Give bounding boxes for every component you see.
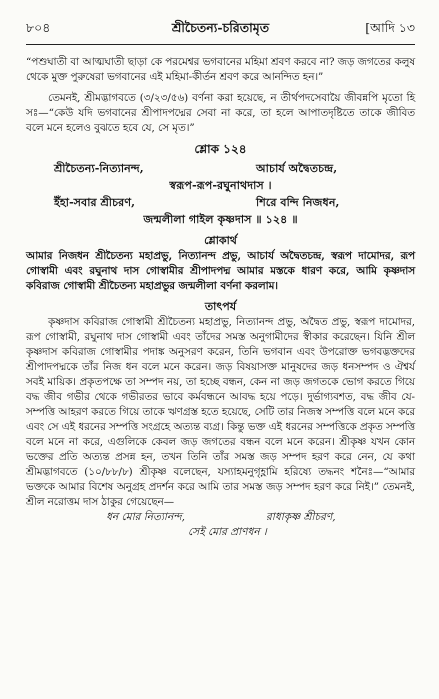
purport-text: কৃষ্ণদাস কবিরাজ গোস্বামী শ্রীচৈতন্য মহাপ্রভু, নিত্যানন্দ প্রভু, অদ্বৈত প্রভু, স্বরূপ দামোদর, রূপ গোস্বামী, রঘুনাথ দাস গোস্বামী এবং তাঁদের সমস্ত অনুগামীদের স্বীকার করেছেন। যিনি শ্রীল কৃষ্ণদাস কবিরাজ গোস্বামীর পদাঙ্ক অনুসরণ করেন, তিনি ভগবান এবং উপরোক্ত ভগবদ্ভক্তদের শ্রীপাদপদ্মকে তাঁর নিজ ধন বলে মনে করেন। জড় বিষয়াসক্ত মানুষদের জড় ধনসম্পদ ও ঐশ্বর্য সবই মায়িক। প্রকৃতপক্ষে তা সম্পদ নয়, তা হচ্ছে বন্ধন, কেন না জড় জগতকে ভোগ করতে গিয়ে বদ্ধ জীব গভীর থেকে গভীরতর ভাবে কর্মবন্ধনে আবদ্ধ হয়ে পড়ে। দুর্ভাগ্যবশত, বদ্ধ জীব যে-সম্পত্তি আহরণ করতে গিয়ে তাকে ঋণগ্রস্ত হতে হয়েছে, সেটি তার নিজস্ব সম্পত্তি বলে মনে করে এবং সে এই ধরনের সম্পত্তি সংগ্রহে অত্যন্ত ব্যগ্র। কিন্তু ভক্ত এই ধরনের সম্পত্তিকে প্রকৃত সম্পত্তি বলে মনে না করে, এগুলিকে কেবল জড় জগতের বন্ধন বলে মনে করেন। শ্রীকৃষ্ণ যখন কোন ভক্তের প্রতি অত্যন্ত প্রসন্ন হন, তখন তিনি তাঁর সমস্ত জড় সম্পদ হরণ করে নেন, যে কথা শ্রীমদ্ভাগবতে (১০/৮৮/৮) শ্রীকৃষ্ণ বলেছেন, যস্যাহমনুগৃহ্ণামি হরিষ্যে তদ্ধনং শনৈঃ—“আমার ভক্তকে আমার বিশেষ অনুগ্রহ প্রদর্শন করে আমি তার সমস্ত জড় সম্পদ হরণ করে নিই।” তেমনই, শ্রীল নরোত্তম দাস ঠাকুর গেয়েছেন— [26, 316, 415, 508]
closing-line-1-left: ধন মোর নিত্যানন্দ, [106, 511, 186, 523]
translation-text: আমার নিজধন শ্রীচৈতন্য মহাপ্রভু, নিত্যানন্দ প্রভু, আচার্য অদ্বৈতচন্দ্র, স্বরূপ দামোদর, রূপ গোস্বামী এবং রঘুনাথ দাস গোস্বামীর শ্রীপাদপদ্ম আমার মস্তকে ধারণ করে, আমি কৃষ্ণদাস কবিরাজ গোস্বামী শ্রীচৈতন্য মহাপ্রভুর জন্মলীলা বর্ণনা করলাম। [26, 250, 415, 292]
intro-paragraph-2: তেমনই, শ্রীমদ্ভাগবতে (৩/২৩/৫৬) বর্ণনা করা হয়েছে, ন তীর্থপদসেবায়ৈ জীবন্নপি মৃতো হি সঃ—“কেউ যদি ভগবানের শ্রীপাদপদ্মের সেবা না করে, তা হলে আপাতদৃষ্টিতে তাকে জীবিত বলে মনে হলেও বুঝতে হবে যে, সে মৃত।” [26, 92, 415, 134]
verse-line-1-right: আচার্য অদ্বৈতচন্দ্র, [256, 161, 338, 175]
closing-song [26, 510, 415, 540]
verse-line-4: জন্মলীলা গাইল কৃষ্ণদাস ॥ ১২৪ ॥ [143, 212, 298, 226]
purport-heading: তাৎপর্য [204, 300, 237, 313]
verse-line-3-left: ইঁহা-সবার শ্রীচরণ, [54, 195, 135, 209]
closing-line-1-right: রাধাকৃষ্ণ শ্রীচরণ, [266, 511, 336, 523]
intro-paragraph-1: “পশুঘাতী বা আত্মঘাতী ছাড়া কে পরমেশ্বর ভগবানের মহিমা শ্রবণ করবে না? জড় জগতের কলুষ থেকে মুক্ত পুরুষেরা ভগবানের এই মহিমা-কীর্তন শ্রবণ করে আনন্দিত হন।” [26, 56, 415, 83]
verse-line-3-right: শিরে বন্দি নিজধন, [256, 195, 340, 209]
verse-heading: শ্লোক ১২৪ [194, 142, 247, 156]
verse-line-1-left: শ্রীচৈতন্য-নিত্যানন্দ, [54, 161, 144, 175]
page-number: ৮০৪ [26, 20, 51, 35]
running-title: শ্রীচৈতন্য-চরিতামৃত [171, 20, 270, 35]
header-divider [26, 44, 415, 45]
page-header [26, 20, 415, 40]
translation-heading: শ্লোকার্থ [204, 234, 237, 247]
verse-block [26, 160, 415, 228]
section-marker: [আদি ১৩ [365, 20, 415, 35]
verse-line-2: স্বরূপ-রূপ-রঘুনাথদাস । [169, 178, 272, 192]
closing-line-2: সেই মোর প্রাণধন । [188, 526, 267, 538]
